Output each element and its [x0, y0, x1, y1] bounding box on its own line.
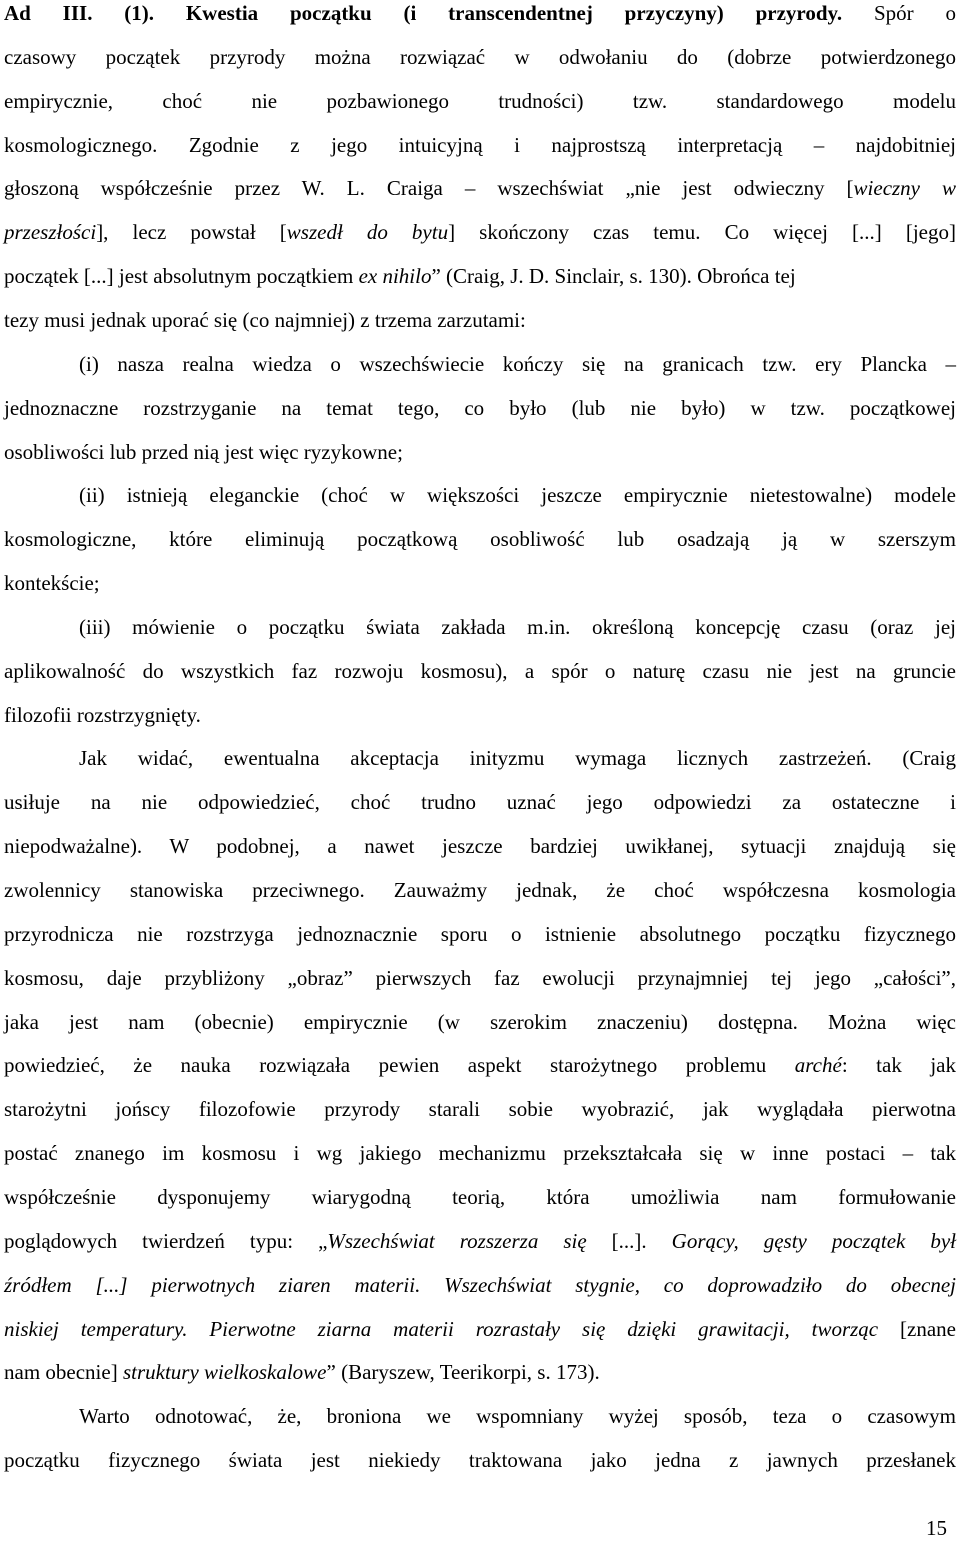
text-line — [4, 702, 956, 728]
text-line — [4, 0, 956, 26]
text-segment: nam obecnie] — [4, 1360, 123, 1385]
text-segment: osobliwości lub przed nią jest więc ryzykowne; — [4, 439, 403, 464]
text-segment: głoszoną współcześnie przez W. L. Craiga – wszechświat „nie jest odwieczny [ — [4, 176, 854, 201]
text-segment: czasowy początek przyrody można rozwiązać w odwołaniu do (dobrze potwierdzonego — [4, 44, 956, 69]
text-line — [4, 175, 956, 201]
text-line — [4, 526, 956, 552]
text-segment: poglądowych twierdzeń typu: „ — [4, 1228, 328, 1253]
text-segment: Spór o — [842, 1, 956, 25]
text-segment: (i) nasza realna wiedza o wszechświecie kończy się na granicach tzw. ery Plancka – — [79, 351, 956, 376]
text-segment: (ii) istnieją eleganckie (choć w większości jeszcze empirycznie nietestowalne) modele — [79, 483, 956, 508]
text-line — [4, 1009, 956, 1035]
text-line — [4, 877, 956, 903]
text-line — [79, 745, 956, 771]
text-segment: ex nihilo — [358, 264, 432, 289]
text-segment: przeszłości — [4, 220, 97, 245]
text-segment: początku fizycznego świata jest niekiedy traktowana jako jedna z jawnych przesłanek — [4, 1448, 956, 1473]
page-number: 15 — [926, 1516, 947, 1540]
text-segment: filozofii rozstrzygnięty. — [4, 702, 201, 727]
text-segment: niskiej temperatury. Pierwotne ziarna materii rozrastały się dzięki grawitacji, tworząc — [4, 1316, 879, 1341]
text-segment: empirycznie, choć nie pozbawionego trudności) tzw. standardowego modelu — [4, 88, 956, 113]
text-line — [79, 1403, 956, 1429]
text-segment: jednoznaczne rozstrzyganie na temat tego, co było (lub nie było) w tzw. początkowej — [4, 395, 956, 420]
text-segment: Gorący, gęsty początek był — [671, 1228, 956, 1253]
text-line — [4, 1316, 956, 1342]
text-line — [4, 965, 956, 991]
text-segment: przyrodnicza nie rozstrzyga jednoznacznie sporu o istnienie absolutnego początku fizycznego — [4, 921, 956, 946]
text-line — [4, 439, 956, 465]
text-segment: niepodważalne). W podobnej, a nawet jeszcze bardziej uwikłanej, sytuacji znajdują się — [4, 834, 956, 859]
text-segment: tezy musi jednak uporać się (co najmniej) z trzema zarzutami: — [4, 307, 526, 332]
text-segment: wszedł do bytu — [286, 220, 449, 245]
text-line — [4, 395, 956, 421]
text-segment: postać znanego im kosmosu i wg jakiego mechanizmu przekształcała się w inne postaci – tak — [4, 1141, 956, 1166]
text-segment: Warto odnotować, że, broniona we wspomniany wyżej sposób, teza o czasowym — [79, 1404, 956, 1429]
text-line — [4, 658, 956, 684]
text-line — [4, 833, 956, 859]
text-line — [4, 307, 956, 333]
text-segment: ], lecz powstał [ — [96, 220, 287, 245]
text-segment: Jak widać, ewentualna akceptacja inityzmu wymaga licznych zastrzeżeń. (Craig — [79, 746, 956, 771]
text-line — [4, 1052, 956, 1078]
text-segment: kontekście; — [4, 571, 100, 596]
text-segment: wieczny w — [853, 176, 957, 201]
text-segment: arché — [794, 1053, 842, 1078]
text-line — [4, 1140, 956, 1166]
text-segment: powiedzieć, że nauka rozwiązała pewien aspekt starożytnego problemu — [4, 1053, 795, 1078]
text-segment: kosmosu, daje przybliżony „obraz” pierwszych faz ewolucji przynajmniej tej jego „całości”, — [4, 965, 956, 990]
text-line — [4, 1096, 956, 1122]
text-line — [4, 921, 956, 947]
text-line — [4, 1184, 956, 1210]
text-segment: aplikowalność do wszystkich faz rozwoju kosmosu), a spór o naturę czasu nie jest na gruncie — [4, 658, 956, 683]
text-line — [4, 88, 956, 114]
text-line — [4, 1272, 956, 1298]
text-line — [79, 482, 956, 508]
text-segment: ” (Craig, J. D. Sinclair, s. 130). Obrońca tej — [431, 264, 796, 289]
text-segment: ] skończony czas temu. Co więcej [...] [jego] — [448, 220, 956, 245]
text-segment: Wszechświat rozszerza się — [327, 1228, 587, 1253]
text-line — [4, 789, 956, 815]
text-segment: struktury wielkoskalowe — [122, 1360, 327, 1385]
text-segment: [...]. — [586, 1228, 672, 1253]
text-segment: usiłuje na nie odpowiedzieć, choć trudno uznać jego odpowiedzi za ostateczne i — [4, 790, 956, 815]
text-line — [79, 351, 956, 377]
text-line — [4, 44, 956, 70]
text-segment: jaka jest nam (obecnie) empirycznie (w szerokim znaczeniu) dostępna. Można więc — [4, 1009, 956, 1034]
text-segment: ” (Baryszew, Teerikorpi, s. 173). — [326, 1360, 600, 1385]
text-segment: współcześnie dysponujemy wiarygodną teorią, która umożliwia nam formułowanie — [4, 1184, 956, 1209]
text-line — [4, 263, 956, 289]
text-line — [4, 1228, 956, 1254]
text-segment: źródłem [...] pierwotnych ziaren materii. Wszechświat stygnie, co doprowadziło do obecnej — [4, 1272, 956, 1297]
text-line — [4, 219, 956, 245]
text-line — [4, 570, 956, 596]
text-segment: kosmologicznego. Zgodnie z jego intuicyjną i najprostszą interpretacją – najdobitniej — [4, 132, 956, 157]
text-line — [4, 1447, 956, 1473]
text-segment: (iii) mówienie o początku świata zakłada m.in. określoną koncepcję czasu (oraz jej — [79, 614, 956, 639]
text-line — [4, 1359, 956, 1385]
text-segment: początek [...] jest absolutnym początkiem — [4, 264, 359, 289]
text-segment: zwolennicy stanowiska przeciwnego. Zauważmy jednak, że choć współczesna kosmologia — [4, 878, 956, 902]
text-line — [4, 132, 956, 158]
text-segment: : tak jak — [841, 1053, 956, 1078]
text-segment: Ad III. (1). Kwestia początku (i transcendentnej przyczyny) przyrody. — [4, 1, 843, 25]
text-line — [79, 614, 956, 640]
text-segment: [znane — [878, 1316, 956, 1341]
text-segment: kosmologiczne, które eliminują początkową osobliwość lub osadzają ją w szerszym — [4, 527, 956, 552]
text-segment: starożytni jońscy filozofowie przyrody starali sobie wyobrazić, jak wyglądała pierwotna — [4, 1097, 956, 1122]
